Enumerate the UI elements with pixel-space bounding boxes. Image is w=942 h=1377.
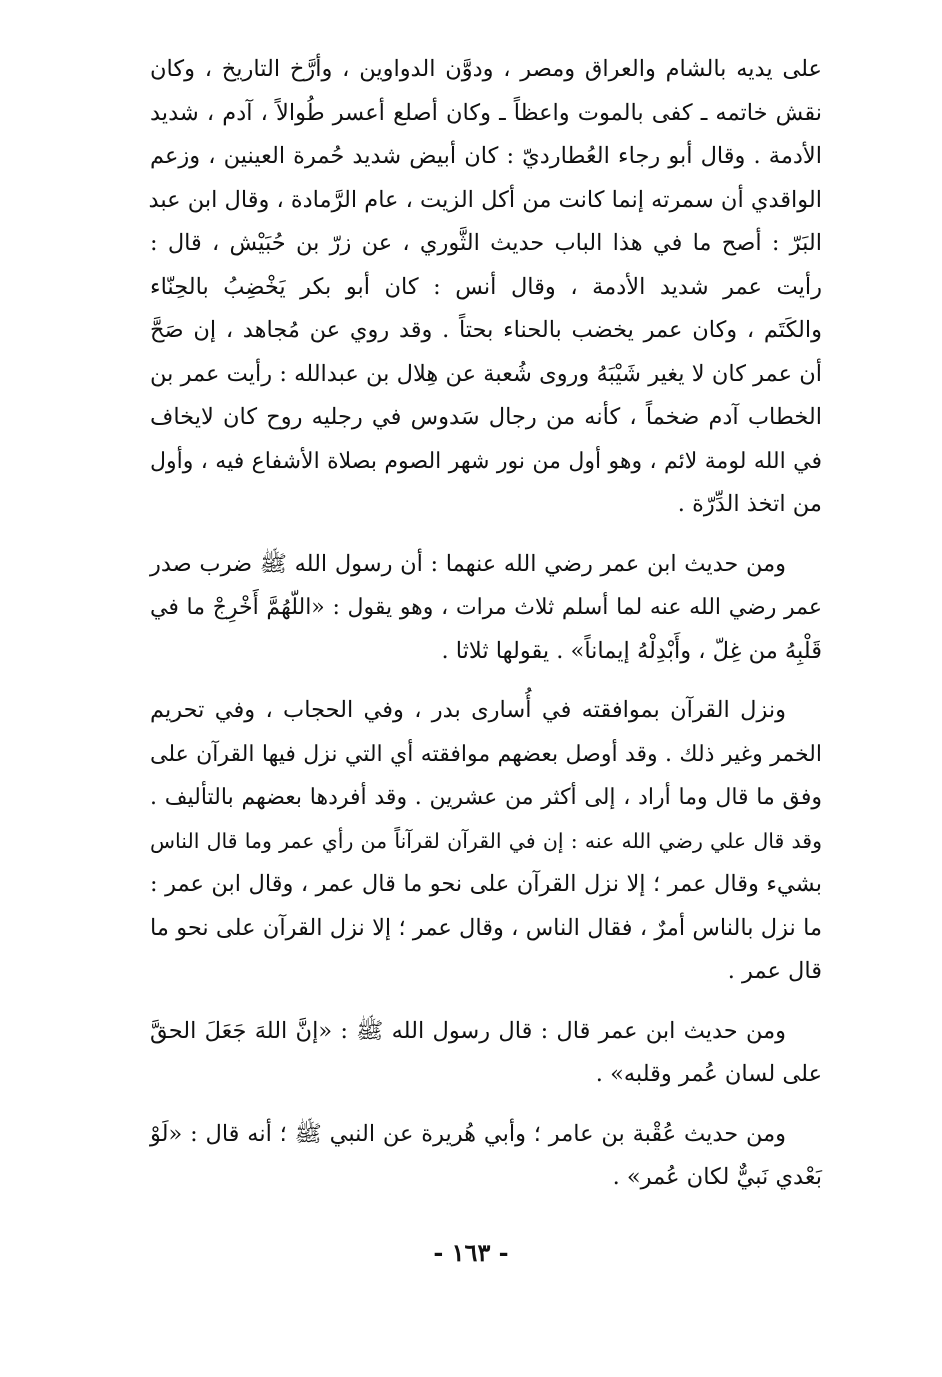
text-line: بشيء وقال عمر ؛ إلا نزل القرآن على نحو ما قال عمر ، وقال ابن عمر : [150, 871, 822, 897]
paragraph-gap [150, 1097, 822, 1113]
text-line: رأيت عمر شديد الأدمة ، وقال أنس : كان أبو بكر يَخْضِبُ بالحِنّاء [150, 273, 822, 300]
text-line: ما نزل بالناس أمرٌ ، فقال الناس ، وقال عمر ؛ إلا نزل القرآن على نحو ما [150, 914, 822, 941]
text-line: وفق ما قال وما أراد ، إلى أكثر من عشرين . وقد أفردها بعضهم بالتأليف . [150, 785, 822, 810]
text-line: الخطاب آدم ضخماً ، كأنه من رجال سَدوس في رجليه روح كان لايخاف [150, 404, 822, 430]
text-line: البَرّ : أصح ما في هذا الباب حديث الثَّوري ، عن زرّ بن حُبَيْش ، قال : [150, 230, 822, 256]
paragraph-hadith-ibn-umar [150, 543, 822, 674]
text-line: الخمر وغير ذلك . وقد أوصل بعضهم موافقته أي التي نزل فيها القرآن على [150, 741, 822, 767]
paragraph-gap [150, 527, 822, 543]
text-line: قَلْبِهُ من غِلّ ، وأَبْدِلْهُ إيماناً» . يقولها ثلاثا . [441, 637, 822, 664]
text-line: نقش خاتمه ـ كفى بالموت واعظاً ـ وكان أصلع أعسر طُوالاً ، آدم ، شديد [150, 99, 822, 126]
text-line: قال عمر . [727, 958, 822, 984]
text-line: الواقدي أن سمرته إنما كانت من أكل الزيت ، عام الرَّمادة ، وقال ابن عبد [148, 186, 822, 213]
text-line: والكَتَم ، وكان عمر يخضب بالحناء بحتاً . وقد روي عن مُجاهد ، إن صَحَّ [150, 317, 822, 343]
paragraph-quran-agreement [150, 689, 822, 994]
text-line: ونزل القرآن بموافقته في أُسارى بدر ، وفي الحجاب ، وفي تحريم [150, 697, 786, 723]
text-line: ومن حديث عُقْبة بن عامر ؛ وأبي هُريرة عن النبي ﷺ ؛ أنه قال : «لَوْ [150, 1120, 786, 1147]
text-line: أن عمر كان لا يغير شَيْبَهُ وروى شُعبة عن هِلال بن عبدالله : رأيت عمر بن [150, 360, 822, 387]
text-line: بَعْدي نَبيٌّ لكان عُمر» . [612, 1164, 822, 1190]
text-line: عمر رضي الله عنه لما أسلم ثلاث مرات ، وهو يقول : «اللّهُمَّ أَخْرِجْ ما في [150, 595, 823, 620]
page-number: - ١٦٣ - [433, 1238, 509, 1267]
paragraph-umar-description [150, 48, 822, 527]
text-line: من اتخذ الدِّرّة . [677, 491, 822, 517]
paragraph-hadith-truth [150, 1010, 822, 1097]
paragraph-gap [150, 994, 822, 1010]
text-line: وقد قال علي رضي الله عنه : إن في القرآن لقرآناً من رأي عمر وما قال الناس [150, 828, 822, 853]
text-line: على لسان عُمر وقلبه» . [595, 1061, 822, 1087]
text-line: ومن حديث ابن عمر رضي الله عنهما : أن رسول الله ﷺ ضرب صدر [150, 550, 786, 577]
text-line: في الله لومة لائم ، وهو أول من نور شهر الصوم بصلاة الأشفاع فيه ، وأول [150, 448, 822, 474]
text-line: ومن حديث ابن عمر قال : قال رسول الله ﷺ : «إنَّ اللهَ جَعَلَ الحقَّ [150, 1017, 786, 1044]
text-line: على يديه بالشام والعراق ومصر ، ودوَّن الدواوين ، وأرَّخ التاريخ ، وكان [150, 56, 822, 82]
paragraph-hadith-uqba [150, 1113, 822, 1200]
paragraph-gap [150, 673, 822, 689]
page-body [150, 48, 822, 1200]
text-line: الأدمة . وقال أبو رجاء العُطارديّ : كان أبيض شديد حُمرة العينين ، وزعم [150, 143, 822, 169]
